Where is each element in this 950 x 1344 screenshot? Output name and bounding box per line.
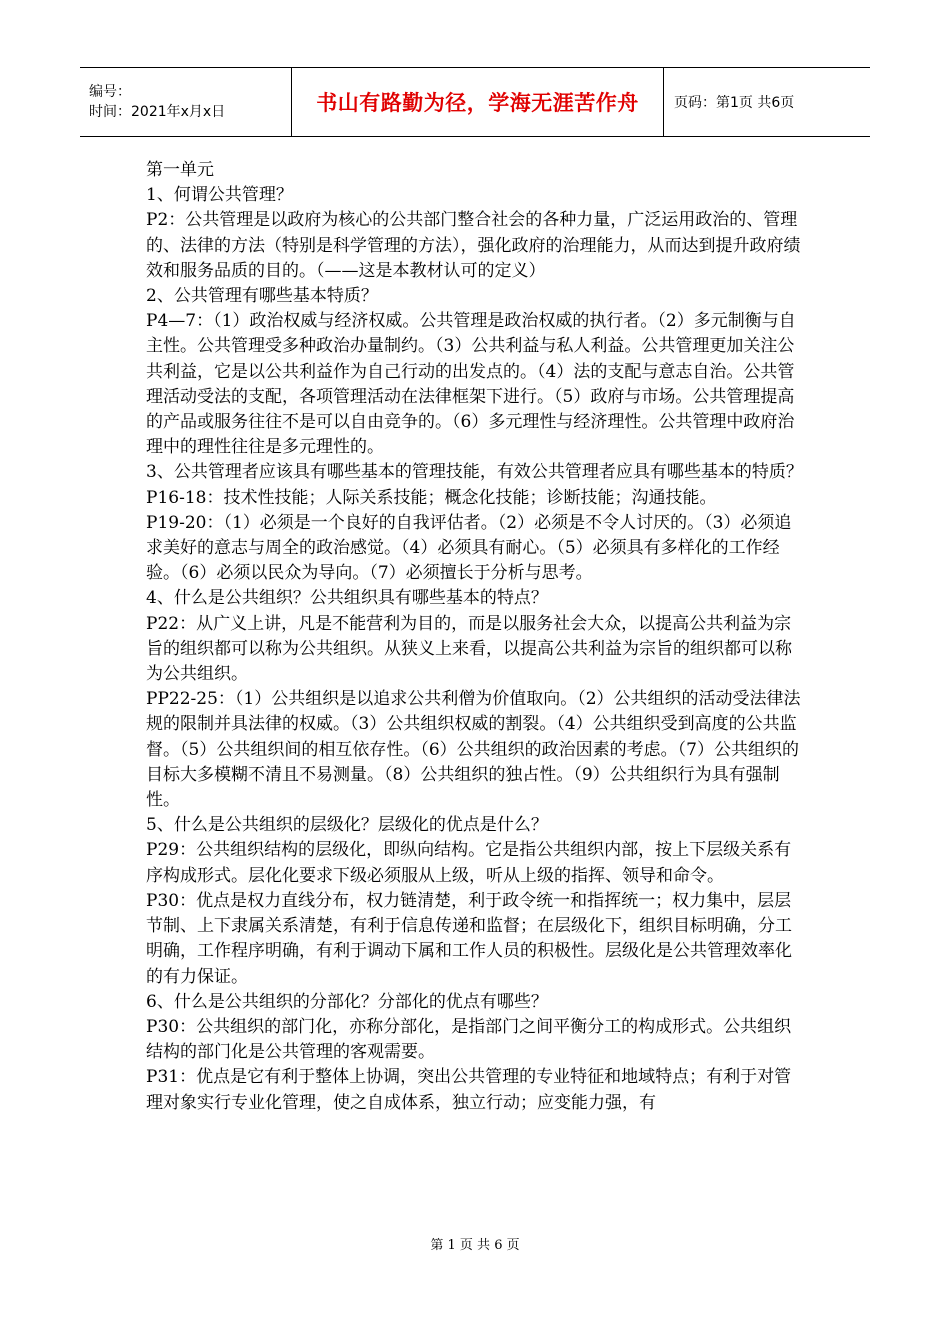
page-footer: 第 1 页 共 6 页 [430, 1238, 520, 1253]
question-4: 4、什么是公共组织？公共组织具有哪些基本的特点？ [146, 588, 548, 609]
answer-5a: P29：公共组织结构的层级化，即纵向结构。它是指公共组织内部，按上下层级关系有序构成形式。层化化要求下级必须服从上级，听从上级的指挥、领导和命令。 [146, 840, 792, 886]
question-3: 3、公共管理者应该具有哪些基本的管理技能，有效公共管理者应具有哪些基本的特质？ [146, 462, 803, 483]
answer-3a: P16-18：技术性技能；人际关系技能；概念化技能；诊断技能；沟通技能。 [146, 487, 717, 508]
answer-3b: P19-20：（1）必须是一个良好的自我评估者。（2）必须是不令人讨厌的。（3）必须追求美好的意志与周全的政治感觉。（4）必须具有耐心。（5）必须具有多样化的工作经验。（6）必须以民众为导向。（7）必须擅长于分析与思考。 [146, 512, 792, 584]
question-6: 6、什么是公共组织的分部化？分部化的优点有哪些？ [146, 991, 548, 1012]
document-date: 时间：2021年x月x日 [89, 104, 226, 120]
page-header [80, 67, 870, 137]
question-2: 2、公共管理有哪些基本特质？ [146, 286, 378, 307]
question-5: 5、什么是公共组织的层级化？层级化的优点是什么？ [146, 815, 548, 836]
header-meta [80, 68, 292, 136]
answer-6a: P30：公共组织的部门化，亦称分部化，是指部门之间平衡分工的构成形式。公共组织结构的部门化是公共管理的客观需要。 [146, 1016, 792, 1063]
answer-6b: P31：优点是它有利于整体上协调，突出公共管理的专业特征和地域特点；有利于对管理对象实行专业化管理，使之自成体系，独立行动；应变能力强，有 [146, 1067, 792, 1113]
document-number-label: 编号： [89, 84, 131, 100]
question-1: 1、何谓公共管理？ [146, 185, 293, 206]
answer-1: P2：公共管理是以政府为核心的公共部门整合社会的各种力量，广泛运用政治的、管理的、法律的方法（特别是科学管理的方法），强化政府的治理能力，从而达到提升政府绩效和服务品质的目的。（——这是本教材认可的定义） [146, 210, 801, 281]
answer-4a: P22：从广义上讲，凡是不能营利为目的，而是以服务社会大众，以提高公共利益为宗旨的组织都可以称为公共组织。从狭义上来看，以提高公共利益为宗旨的组织都可以称为公共组织。 [146, 613, 792, 685]
answer-2: P4—7：（1）政治权威与经济权威。公共管理是政治权威的执行者。（2）多元制衡与自主性。公共管理受多种政治办量制约。（3）公共利益与私人利益。公共管理更加关注公共利益，它是以公共利益作为自己行动的出发点的。（4）法的支配与意志自治。公共管理活动受法的支配，各项管理活动在法律框架下进行。（5）政府与市场。公共管理提高的产品或服务往往不是可以自由竞争的。（6）多元理性与经济理性。公共管理中政府治理中的理性往往是多元理性的。 [146, 311, 796, 458]
answer-5b: P30：优点是权力直线分布，权力链清楚，利于政令统一和指挥统一；权力集中，层层节制、上下隶属关系清楚，有利于信息传递和监督；在层级化下，组织目标明确，分工明确，工作程序明确，有利于调动下属和工作人员的积极性。层级化是公共管理效率化的有力保证。 [146, 890, 792, 987]
answer-4b: PP22-25：（1）公共组织是以追求公共利僧为价值取向。（2）公共组织的活动受法律法规的限制并具法律的权威。（3）公共组织权威的割裂。（4）公共组织受到高度的公共监督。（5）公共组织间的相互依存性。（6）公共组织的政治因素的考虑。（7）公共组织的目标大多模糊不清且不易测量。（8）公共组织的独占性。（9）公共组织行为具有强制性。 [146, 689, 801, 811]
section-title: 第一单元 [146, 160, 214, 180]
header-page-info: 页码：第1页 共6页 [674, 95, 795, 111]
header-motto: 书山有路勤为径，学海无涯苦作舟 [292, 68, 664, 136]
document-body [146, 158, 806, 1116]
